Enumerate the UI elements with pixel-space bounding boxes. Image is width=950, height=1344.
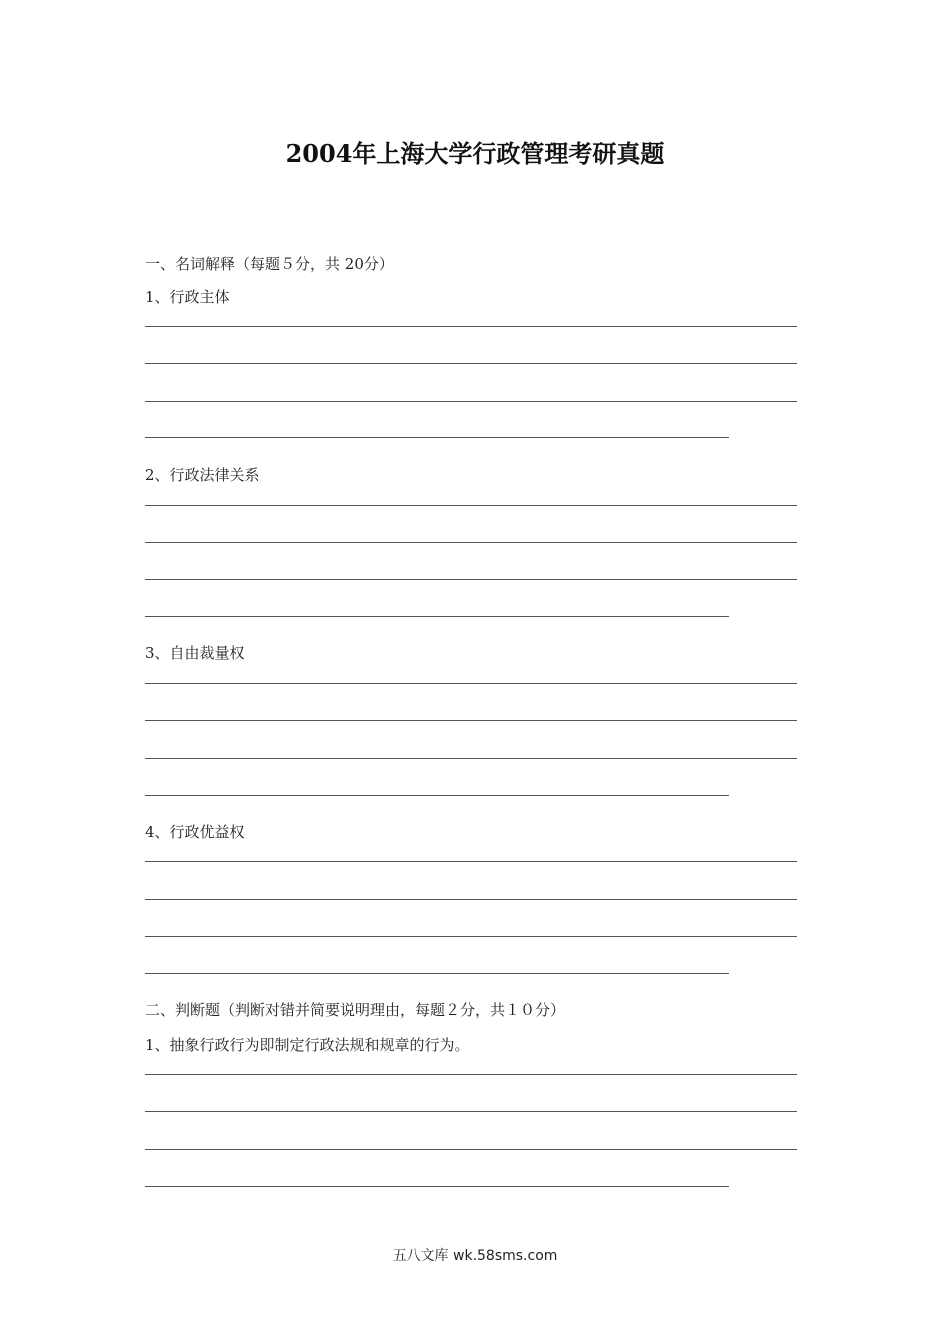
answer-line [145,437,729,438]
question-label: 1、行政主体 [145,288,230,306]
question-label: 1、抽象行政行为即制定行政法规和规章的行为。 [145,1036,470,1054]
answer-line [145,1149,797,1150]
answer-line [145,795,729,796]
answer-line [145,1111,797,1112]
footer-watermark: 五八文库 wk.58sms.com [392,1248,558,1264]
answer-line [145,973,729,974]
answer-line [145,899,797,900]
page-title: 2004年上海大学行政管理考研真题 [285,139,665,168]
question-label: 2、行政法律关系 [145,466,260,484]
answer-line [145,505,797,506]
answer-line [145,758,797,759]
answer-line [145,861,797,862]
answer-line [145,720,797,721]
answer-line [145,363,797,364]
answer-line [145,1186,729,1187]
answer-line [145,683,797,684]
answer-line [145,616,729,617]
question-label: 4、行政优益权 [145,823,245,841]
section-heading: 二、判断题（判断对错并简要说明理由，每题２分，共１０分） [145,1001,566,1019]
answer-line [145,401,797,402]
answer-line [145,1074,797,1075]
answer-line [145,936,797,937]
question-label: 3、自由裁量权 [145,644,245,662]
answer-line [145,579,797,580]
section-heading: 一、名词解释（每题５分，共 20分） [145,255,394,273]
answer-line [145,542,797,543]
answer-line [145,326,797,327]
